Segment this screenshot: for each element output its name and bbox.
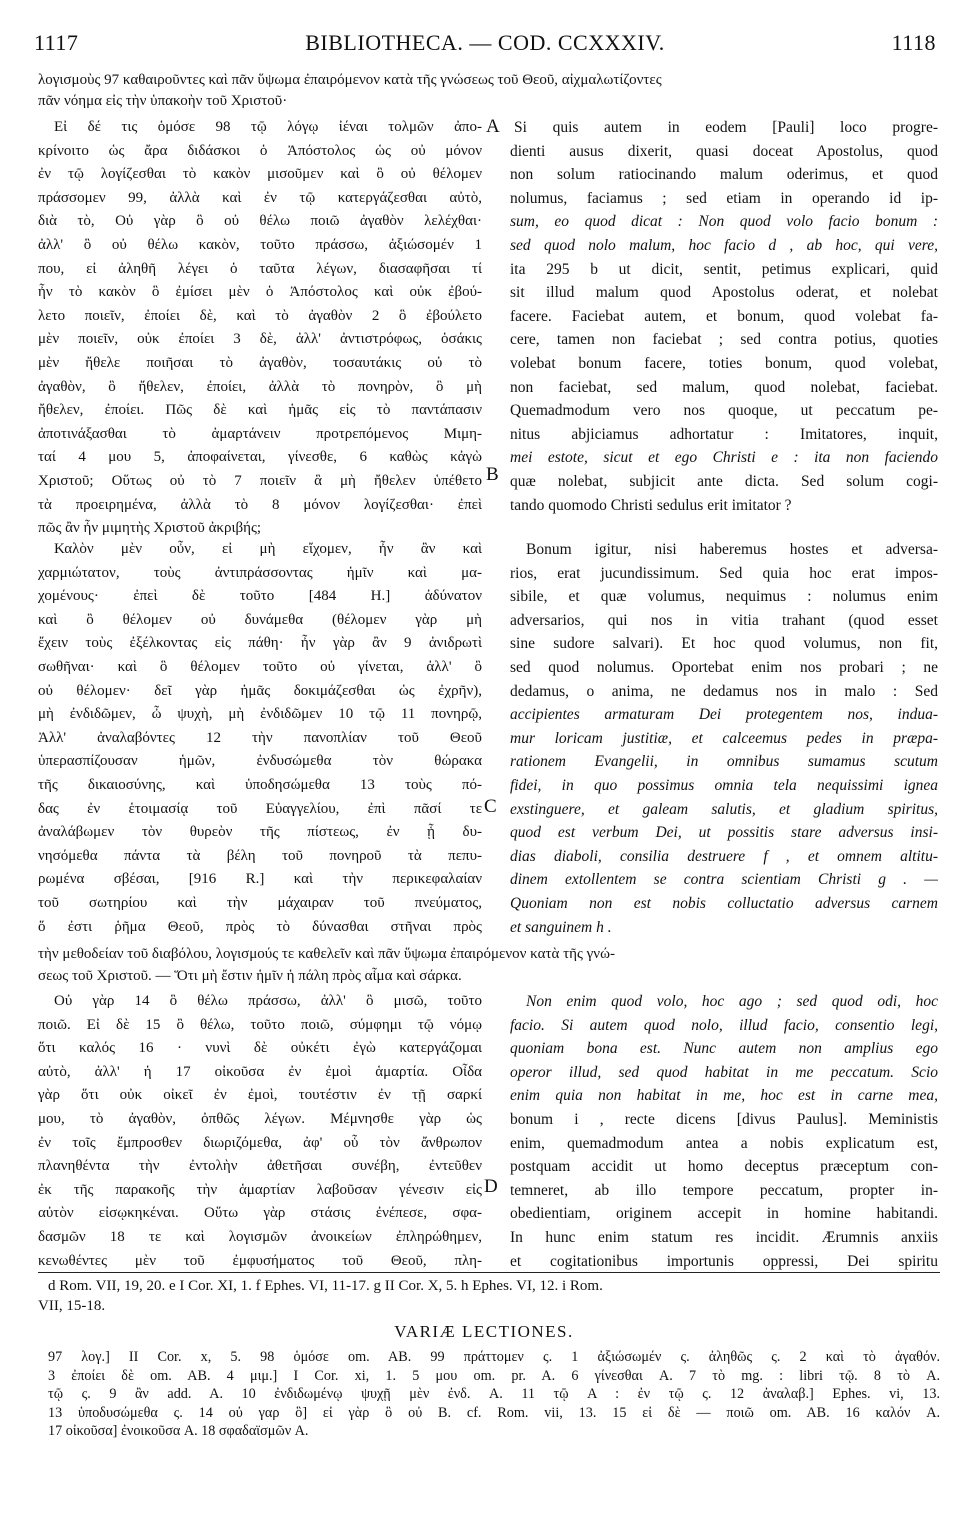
greek-line: αὐτὸν εἰσῳκηκέναι. Οὕτω γὰρ στάσις ἐνέπεσε, σφα- [38, 1205, 482, 1222]
latin-line: sibile, et quæ volumus, nequimus : nolumus enim [510, 588, 938, 606]
latin-line: et sanguinem h . [510, 918, 612, 936]
latin-line: facio. Si autem quod nolo, illud facio, consentio legi, [510, 1016, 938, 1034]
variant-line: 3 ἐποίει δὲ om. AB. 4 μιμ.] I Cor. xi, 1. 5 μου om. pr. A. 6 γίνεσθαι A. 7 τὸ mg. : libri τῷ. 8 τὸ A. [48, 1367, 940, 1384]
greek-line: λετο ποιεῖν, ἐποίει δὲ, καὶ τὸ ἀγαθὸν 2 ὃ ἐβούλετο [38, 307, 482, 324]
greek-line: διὰ τὸ, Οὐ γὰρ ὃ οὐ θέλω ποιῶ ἀγαθὸν λελέχθαι· [38, 213, 482, 230]
latin-line: mur loricam justitiæ, et calceemus pedes in præpa- [510, 729, 938, 747]
variant-line: τῷ ς. 9 ἂν add. A. 10 ἐνδιδωμένῳ ψυχῇ μὲν ἐνδ. A. 11 τῷ A : ἐν τῷ ς. 12 ἀναλαβ.] Ephes. vi, 13. [48, 1386, 940, 1403]
variant-line: 97 λογ.] II Cor. x, 5. 98 ὁμόσε om. AB. 99 πράττομεν ς. 1 ἀξιώσωμέν ς. ἀληθῶς ς. 2 καὶ τὸ ἀγαθόν. [48, 1349, 940, 1365]
greek-line: ποιῶ. Εἰ δὲ 15 ὃ θέλω, τοῦτο ποιῶ, σύμφημι τῷ νόμῳ [38, 1016, 482, 1033]
greek-column-section-a [38, 116, 482, 541]
latin-line: Quemadmodum vero nos quoque, ut peccatum pe- [510, 402, 938, 420]
greek-line: Εἰ δέ τις ὁμόσε 98 τῷ λόγῳ ἰέναι τολμῶν ἀπο- [54, 119, 482, 135]
latin-line: sum, eo quod dicat : Non quod volo facio bonum : [510, 213, 938, 231]
greek-line: καὶ ὃ θέλομεν οὐ δυνάμεθα (θέλομεν γὰρ μὴ [38, 611, 482, 628]
mid-greek-line: σεως τοῦ Χριστοῦ. — Ὅτι μὴ ἔστιν ἡμῖν ἡ πάλη πρὸς αἷμα καὶ σάρκα. [38, 968, 462, 984]
latin-line: operor illud, sed quod habitat in me peccatum. Scio [510, 1063, 938, 1081]
greek-line: σωθῆναι· καὶ ὃ θέλομεν τοῦτο οὐ γίνεται, ἀλλ' ὃ [38, 658, 482, 675]
greek-line: ἐν τῷ λογίζεσθαι τὸ κακὸν μισοῦμεν καὶ ὃ οὐ θέλομεν [38, 166, 482, 183]
greek-line: μὲν ἤθελε ποιῆσαι τὸ ἀγαθὸν, τοσαυτάκις οὐ τὸ [38, 354, 482, 371]
latin-line: quæ nolebat, subjicit ante dicta. Sed solum cogi- [510, 472, 938, 490]
latin-line: adversarios, qui nos in vitia trahant (quod esset [510, 611, 938, 629]
greek-line: Χριστοῦ; Οὕτως οὐ τὸ 7 ποιεῖν ἃ μὴ ἤθελεν ὑπέθετο [38, 472, 482, 489]
latin-line: volebat bonum facere, toties bonum, quod volebat, [510, 354, 938, 372]
greek-line: τῆς δικαιοσύνης, καὶ ὑποδησώμεθα 13 τοὺς πό- [38, 776, 482, 793]
variant-line: 13 ὑποδυσώμεθα ς. 14 οὐ γαρ ὃ] εἰ γὰρ ὃ οὐ B. cf. Rom. vii, 13. 15 εἰ δὲ — ποιῶ om. AB. 16 καλόν A. [48, 1404, 940, 1421]
page-number-left: 1117 [34, 30, 79, 55]
greek-line: ρωμένα σβέσαι, [916 R.] καὶ τὴν περικεφαλαίαν [38, 871, 482, 888]
latin-line: exstinguere, et galeam salutis, et gladium spiritus, [510, 800, 938, 818]
variae-lectiones [48, 1348, 940, 1441]
latin-line: facere. Faciebat autem, et bonum, quod volebat fa- [510, 307, 938, 325]
greek-line: νησόμεθα πάντα τὰ βέλη τοῦ πονηροῦ τὰ πεπυ- [38, 847, 482, 864]
latin-line: bonum i , recte dicens [divus Paulus]. Meministis [510, 1110, 938, 1128]
greek-line: πράσσομεν 99, ἀλλὰ καὶ ἐν τῷ κατεργάζεσθαι αὐτὸ, [38, 189, 482, 206]
latin-column-section-a [510, 116, 938, 517]
latin-line: dedamus, o anima, ne dedamus nos in malo : Sed [510, 682, 938, 700]
latin-line: nolumus, faciamus ; sed etiam in operando id ip- [510, 189, 938, 207]
latin-line: accipientes armaturam Dei protegentem nos, indua- [510, 706, 938, 724]
latin-line: quoniam bona est. Nunc autem non amplius ego [510, 1040, 938, 1058]
top-greek-line: πᾶν νόημα εἰς τὴν ὑπακοὴν τοῦ Χριστοῦ· [38, 93, 288, 109]
greek-line: δασμῶν 18 τε καὶ λογισμῶν ἀνοικείων ἐπληρώθημεν, [38, 1228, 482, 1245]
latin-line: Si quis autem in eodem [Pauli] loco progre- [514, 119, 938, 136]
latin-line: cere, tamen non faciebat ; sed contra potius, quoties [510, 331, 938, 349]
greek-line: ὅτι καλός 16 · νυνὶ δὲ οὐκέτι ἐγὼ κατεργάζομαι [38, 1040, 482, 1057]
footnote-rule [38, 1272, 940, 1273]
greek-line: τὰ προειρημένα, ἀλλὰ τὸ 8 μόνον λογίζεσθαι· ἐπεὶ [38, 496, 482, 513]
footnote-line: VII, 15-18. [38, 1298, 106, 1314]
greek-line: κρίνοιτο ὡς ἄρα διδάσκοι ὁ Ἀπόστολος ὡς οὐ μόνον [38, 142, 482, 159]
footnote-line: d Rom. VII, 19, 20. e I Cor. XI, 1. f Ephes. VI, 11-17. g II Cor. X, 5. h Ephes. VI, 12. i Rom. [48, 1278, 603, 1294]
greek-line: ἀποτινάξασθαι τὸ ἁμαρτάνειν προτρεπόμενος Μιμη- [38, 425, 482, 442]
greek-line: ἤθελεν, ἐποίει. Πῶς δὲ καὶ ἡμᾶς εἰς τὸ παντάπασιν [38, 402, 482, 419]
greek-line: πλανηθέντα τὴν ἐντολὴν ἀθετῆσαι συνέβη, ἐντεῦθεν [38, 1158, 482, 1175]
latin-line: Quoniam non est nobis colluctatio adversus carnem [510, 894, 938, 912]
variae-lectiones-title: VARIÆ LECTIONES. [394, 1322, 574, 1341]
greek-line: ὅ ἐστι ῥῆμα Θεοῦ, πρὸς τὸ δύνασθαι στῆναι πρὸς [38, 918, 482, 935]
latin-line: sine sudore salvari). Et hoc quod volumus, non fit, [510, 635, 938, 653]
greek-line: Καλὸν μὲν οὖν, εἰ μὴ εἴχομεν, ἦν ἂν καὶ [54, 541, 482, 557]
latin-line: sed quod nolo malum, hoc facio d , ab hoc, qui vere, [510, 236, 938, 254]
greek-column-section-c [38, 990, 482, 1273]
latin-line: non solum ratiocinando malum oderimus, et quod [510, 166, 938, 184]
greek-line: αὐτὸ, ἀλλ' ἡ 17 οἰκοῦσα ἐν ἐμοὶ ἁμαρτία. Οἶδα [38, 1063, 482, 1080]
latin-line: Bonum igitur, nisi haberemus hostes et adversa- [526, 541, 938, 558]
latin-line: dias diaboli, consilia destruere f , et omnem altitu- [510, 847, 938, 865]
latin-line: ita 295 b ut dicit, sentit, petimus explicari, quid [510, 260, 938, 278]
margin-letter-c: C [484, 796, 497, 817]
greek-line: ἦν τὸ κακὸν ὃ ἐμίσει μὲν ὁ Ἀπόστολος καὶ οὐκ ἐβού- [38, 284, 482, 301]
top-greek-line: λογισμοὺς 97 καθαιροῦντες καὶ πᾶν ὕψωμα ἐπαιρόμενον κατὰ τῆς γνώσεως τοῦ Θεοῦ, αἰχμαλωτίζοντες [38, 72, 662, 88]
margin-letter-a: A [486, 116, 500, 137]
latin-line: sed quod nolumus. Oportebat enim nos probari ; ne [510, 658, 938, 676]
margin-letter-d: D [484, 1176, 498, 1197]
variant-line: 17 οἰκοῦσα] ἐνοικοῦσα A. 18 σφαδαϊσμῶν A. [48, 1423, 309, 1440]
header-title: BIBLIOTHECA. — COD. CCXXXIV. [305, 30, 665, 55]
latin-line: dienti ausus dixerit, quasi doceat Apostolus, quod [510, 142, 938, 160]
greek-line: μου, τὸ ἀγαθὸν, ὀπθῶς λέγων. Μέμνησθε γὰρ ὡς [38, 1110, 482, 1127]
greek-line: χομένους· ἐπεὶ δὲ τοῦτο [484 H.] ἀδύνατον [38, 588, 482, 605]
latin-line: non faciebat, sed malum, quod nolebat, faciebat. [510, 378, 938, 396]
latin-line: enim quia non habitat in me, hoc est in carne mea, [510, 1087, 938, 1105]
greek-line: μὲν ποιεῖν, οὐκ ἐποίει 3 δὲ, ἀλλ' ἀντιστρόφως, ὁσάκις [38, 331, 482, 348]
latin-line: temneret, ab illo tempore peccatum, propter in- [510, 1181, 938, 1199]
greek-line: ἐκ τῆς παρακοῆς τὴν ἁμαρτίαν λαβοῦσαν γένεσιν εἰς [38, 1181, 482, 1198]
greek-column-section-b [38, 538, 482, 939]
latin-column-section-b [510, 538, 938, 939]
greek-line: πῶς ἂν ἦν μιμητὴς Χριστοῦ ἀκριβής; [38, 520, 262, 537]
greek-line: οὐ θέλομεν· δεῖ γὰρ ἡμᾶς δοκιμάζεσθαι ὡς ἐχρῆν), [38, 682, 482, 699]
latin-line: rationem Evangelii, in omnibus sumamus scutum [510, 753, 938, 771]
greek-line: χαρμιώτατον, τοὺς ἀντιπράσσοντας ἡμῖν καὶ μα- [38, 564, 482, 581]
greek-line: ἐν τοῖς ἔμπροσθεν διωριζόμεθα, ἀφ' οὗ τὸν ἄνθρωπον [38, 1134, 482, 1151]
greek-line: δας ἐν ἑτοιμασίᾳ τοῦ Εὐαγγελίου, ἐπὶ πᾶσί τε [38, 800, 482, 817]
latin-line: In hunc enim statum res incidit. Ærumnis anxiis [510, 1228, 938, 1246]
latin-line: quod est verbum Dei, ut possitis stare adversus insi- [510, 824, 938, 842]
margin-letter-b: B [486, 464, 499, 485]
greek-line: ἔχειν τοὺς ἐξέλκοντας εἰς πάθη· ἦν γὰρ ἂν 9 ἀνιδρωτὶ [38, 635, 482, 652]
latin-line: enim, quemadmodum antea a nobis explicatum est, [510, 1134, 938, 1152]
latin-line: postquam accidit ut homo deceptus præceptum con- [510, 1158, 938, 1176]
greek-line: που, εἰ ἀληθῆ λέγει ὁ ταῦτα λέγων, διασαφῆσαι τί [38, 260, 482, 277]
latin-line: tando quomodo Christi sedulus erit imitator ? [510, 496, 792, 514]
latin-line: Non enim quod volo, hoc ago ; sed quod odi, hoc [526, 993, 938, 1010]
latin-line: mei estote, sicut et ego Christi e : ita non faciendo [510, 449, 938, 467]
greek-line: ἀλλ' ὃ οὐ θέλω κακὸν, τοῦτο πράσσω, ἀξιώσομέν 1 [38, 236, 482, 253]
greek-line: μὴ ἐνδιδῶμεν, ὦ ψυχὴ, μὴ ἐνδιδῶμεν 10 τῷ 11 πονηρῷ, [38, 706, 482, 723]
greek-line: ἀγαθὸν, ὃ ἤθελεν, ἐποίει, ἀλλὰ τὸ πονηρὸν, ὃ μὴ [38, 378, 482, 395]
latin-line: nitus abjiciamus adhortatur : Imitatores, inquit, [510, 425, 938, 443]
latin-column-section-c [510, 990, 938, 1273]
greek-line: κενωθέντες μὲν τοῦ ἐμφυσήματος τοῦ Θεοῦ, πλη- [38, 1252, 482, 1269]
greek-line: ταί 4 μου 5, ἀποφαίνεται, γίνεσθε, 6 καθὼς κἀγὼ [38, 449, 482, 466]
latin-line: dinem extollentem se contra scientiam Christi g . — [510, 871, 938, 889]
greek-line: ἀναλάβωμεν τὸν θυρεὸν τῆς πίστεως, ἐν ᾗ δυ- [38, 824, 482, 841]
latin-line: et cogitationibus importunis oppressi, Dei spiritu [510, 1252, 938, 1270]
latin-line: sit illud malum quod Apostolus oderat, et nolebat [510, 284, 938, 302]
greek-line: Ἀλλ' ἀναλαβόντες 12 τὴν πανοπλίαν τοῦ Θεοῦ [38, 729, 482, 746]
latin-line: fidei, in quo possimus omnia tela nequissimi ignea [510, 776, 938, 794]
mid-greek-line: τὴν μεθοδείαν τοῦ διαβόλου, λογισμούς τε καθελεῖν καὶ πᾶν ὕψωμα ἐπαιρόμενον κατὰ τῆς γνώ- [38, 946, 615, 962]
greek-line: ὑπερασπίζουσαν ἡμῶν, ἐνδυσώμεθα τὸν θώρακα [38, 753, 482, 770]
latin-line: rios, erat jucundissimum. Sed quia hoc erat impos- [510, 564, 938, 582]
greek-line: γὰρ ὅτι οὐκ οἰκεῖ ἐν ἐμοὶ, τουτέστιν ἐν τῇ σαρκί [38, 1087, 482, 1104]
greek-line: τοῦ σωτηρίου καὶ τὴν μάχαιραν τοῦ πνεύματος, [38, 894, 482, 911]
latin-line: obedientiam, originem accepit in homine habitandi. [510, 1205, 938, 1223]
greek-line: Οὐ γὰρ 14 ὃ θέλω πράσσω, ἀλλ' ὃ μισῶ, τοῦτο [54, 993, 482, 1009]
running-header [34, 30, 936, 62]
page-number-right: 1118 [891, 30, 936, 55]
